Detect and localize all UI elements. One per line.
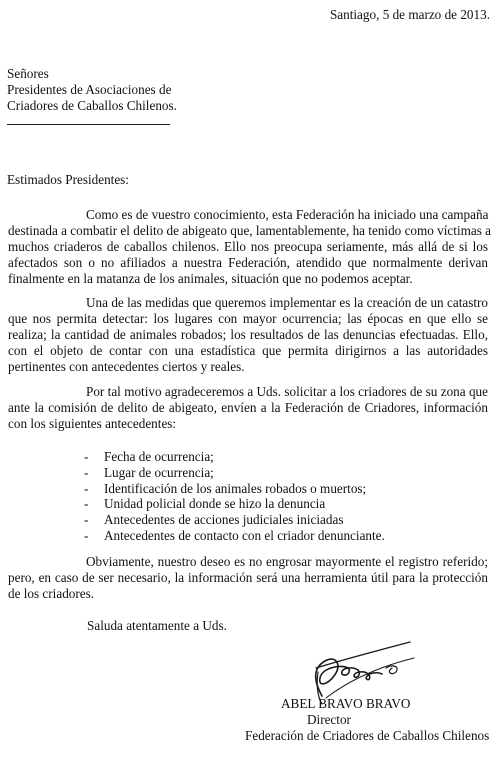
paragraph-line: afectados son o no afiliados a nuestra Federación, atendido que normalmente derivan <box>8 255 488 270</box>
list-item <box>84 512 385 528</box>
closing-line: Saluda atentamente a Uds. <box>87 618 227 633</box>
paragraph-campaign <box>8 207 491 287</box>
paragraph-line: Por tal motivo agradeceremos a Uds. solicitar a los criadores de su zona que <box>86 384 488 399</box>
letter-date: Santiago, 5 de marzo de 2013. <box>329 7 490 22</box>
signatory-title: Director <box>307 712 351 727</box>
list-bullet: - <box>84 512 89 528</box>
signature-block <box>237 696 497 744</box>
list-item <box>84 449 385 465</box>
list-item-text: Antecedentes de acciones judiciales iniciadas <box>104 512 344 528</box>
list-bullet: - <box>84 527 89 543</box>
antecedentes-list <box>84 449 385 544</box>
paragraph-line: con el objeto de contar con una estadística que permita dirigirnos a las autoridades <box>8 343 488 358</box>
paragraph-line: Como es de vuestro conocimiento, esta Federación ha iniciado una campaña <box>86 207 489 222</box>
list-item <box>84 496 385 512</box>
list-item-text: Identificación de los animales robados o muertos; <box>104 480 367 496</box>
paragraph-line: de los criadores. <box>8 586 95 601</box>
list-bullet: - <box>84 496 89 512</box>
paragraph-line: realiza; la cantidad de animales robados; los resultados de las denuncias efectuadas. Ello, <box>8 327 488 342</box>
list-item-text: Antecedentes de contacto con el criador denunciante. <box>104 527 385 543</box>
paragraph-line: ante la comisión de delito de abigeato, envíen a la Federación de Criadores, información <box>8 400 488 415</box>
paragraph-line: muchos criaderos de caballos chilenos. Ello nos preocupa seriamente, más allá de si los <box>8 239 488 254</box>
list-item <box>84 528 385 544</box>
recipient-line: Presidentes de Asociaciones de <box>7 82 172 97</box>
paragraph-line: pero, en caso de ser necesario, la información será una herramienta útil para la protección <box>8 570 488 585</box>
list-bullet: - <box>84 449 89 464</box>
paragraph-request <box>8 384 488 432</box>
list-item-text: Fecha de ocurrencia; <box>104 449 214 464</box>
salutation: Estimados Presidentes: <box>7 172 129 187</box>
recipient-line: Criadores de Caballos Chilenos. <box>7 98 177 113</box>
list-bullet: - <box>84 464 89 480</box>
list-item-text: Unidad policial donde se hizo la denuncia <box>104 496 326 512</box>
list-item <box>84 481 385 497</box>
list-item-text: Lugar de ocurrencia; <box>104 464 214 480</box>
recipient-underline <box>7 124 170 125</box>
paragraph-line: finalmente en la matanza de los animales, situación que no podemos aceptar. <box>8 271 413 286</box>
signatory-name: ABEL BRAVO BRAVO <box>281 696 411 711</box>
paragraph-catastro <box>8 295 488 375</box>
paragraph-line: con los siguientes antecedentes: <box>8 416 177 431</box>
recipient-line: Señores <box>7 66 49 81</box>
paragraph-line: que nos permita detectar: los lugares con mayor ocurrencia; las épocas en que ello se <box>8 311 488 326</box>
list-item <box>84 465 385 481</box>
paragraph-final <box>8 554 488 602</box>
list-bullet: - <box>84 480 89 496</box>
recipient-block <box>7 66 177 114</box>
paragraph-line: pertinentes con antecedentes ciertos y reales. <box>8 359 245 374</box>
paragraph-line: destinada a combatir el delito de abigeato que, lamentablemente, ha tenido como víctimas a <box>8 223 491 238</box>
paragraph-line: Obviamente, nuestro deseo es no engrosar mayormente el registro referido; <box>86 554 488 569</box>
signatory-organization: Federación de Criadores de Caballos Chilenos <box>245 728 490 743</box>
paragraph-line: Una de las medidas que queremos implementar es la creación de un catastro <box>86 295 488 310</box>
